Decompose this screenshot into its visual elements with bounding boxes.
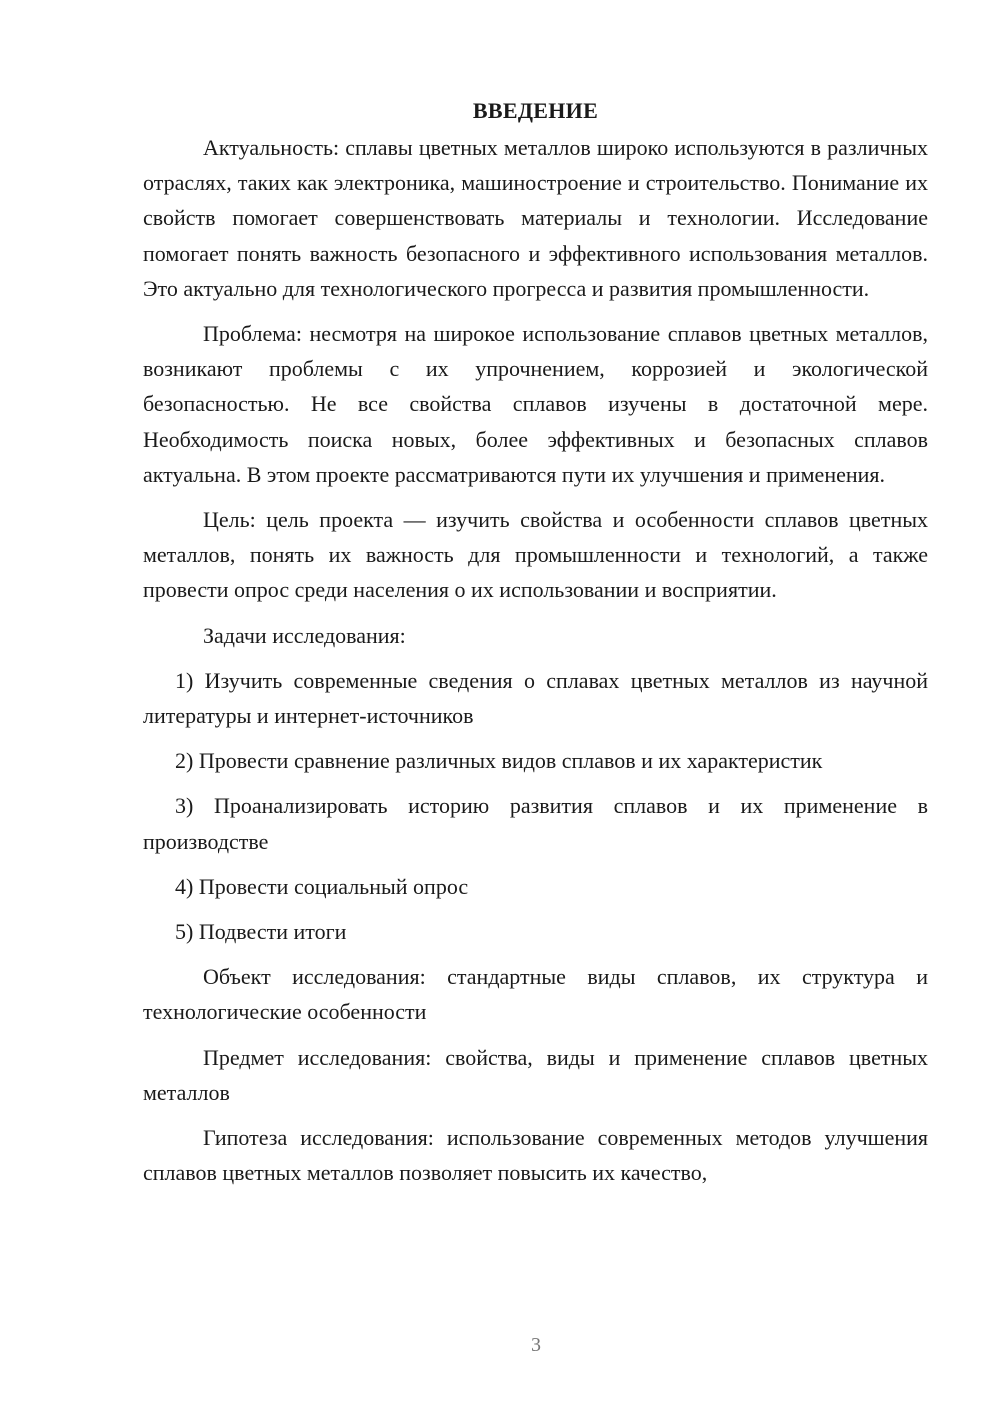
paragraph-goal: Цель: цель проекта — изучить свойства и особенности сплавов цветных металлов, понять их важность для промышленности и технологий, а также провести опрос среди населения о их использовании и восприятии. [143,507,928,603]
list-item: 5) Подвести итоги [175,919,347,945]
list-item: 3) Проанализировать историю развития сплавов и их применение в производстве [143,793,928,854]
page-number: 3 [531,1334,541,1356]
paragraph-object: Объект исследования: стандартные виды сплавов, их структура и технологические особенности [143,964,928,1025]
paragraph-problem: Проблема: несмотря на широкое использование сплавов цветных металлов, возникают проблемы с их упрочнением, коррозией и экологической безопасностью. Не все свойства сплавов изучены в достаточной мере. Необходимость поиска новых, более эффективных и безопасных сплавов актуальна. В этом проекте рассматриваются пути их улучшения и применения. [143,321,928,487]
list-item: 4) Провести социальный опрос [175,873,469,899]
list-item: 1) Изучить современные сведения о сплавах цветных металлов из научной литературы и интернет-источников [143,667,928,729]
section-title: ВВЕДЕНИЕ [472,98,599,123]
list-item: 2) Провести сравнение различных видов сплавов и их характеристик [175,748,823,774]
paragraph-subject: Предмет исследования: свойства, виды и применение сплавов цветных металлов [143,1044,928,1105]
paragraph-tasks-heading: Задачи исследования: [203,622,406,648]
paragraph-relevance: Актуальность: сплавы цветных металлов широко используются в различных отраслях, таких как электроника, машиностроение и строительство. Понимание их свойств помогает совершенствовать материалы и технологии. Исследование помогает понять важность безопасного и эффективного использования металлов. Это актуально для технологического прогресса и развития промышленности. [143,135,928,301]
paragraph-hypothesis: Гипотеза исследования: использование современных методов улучшения сплавов цветных металлов позволяет повысить их качество, [143,1125,928,1186]
document-page [143,96,928,1200]
